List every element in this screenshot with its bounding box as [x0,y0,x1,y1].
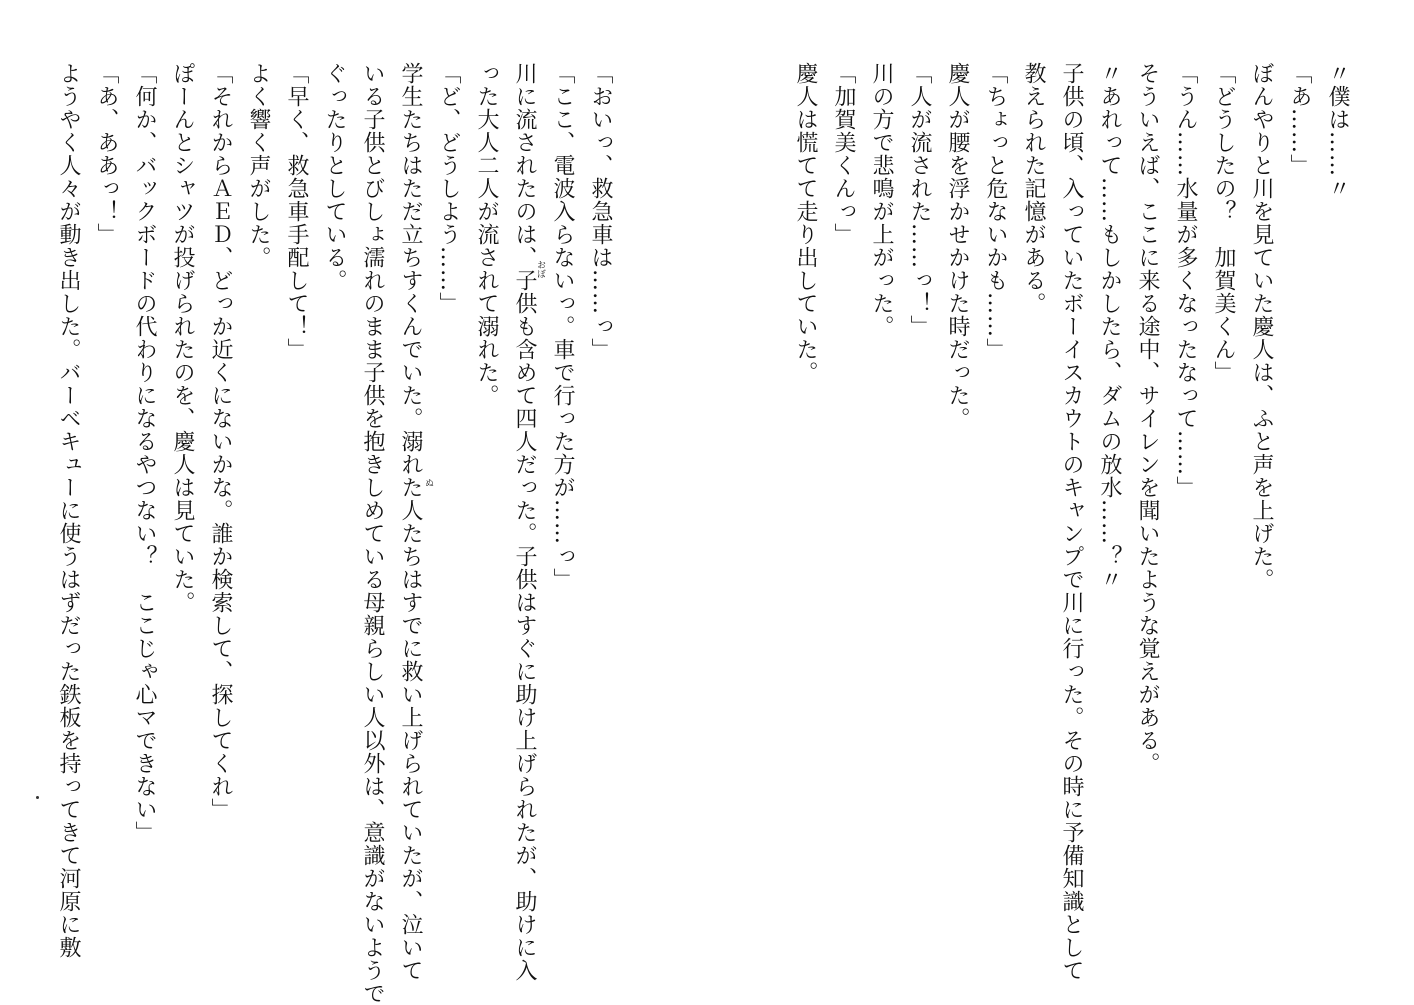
text-line: 〃あれって……もしかしたら、ダムの放水……？〃 [1097,62,1122,591]
text-line: 「あ、ああっ！」 [94,62,119,246]
right-page [707,0,1414,1000]
print-speck [36,796,39,799]
text-line: ぽーんとシャツが投げられたのを、慶人は見ていた。 [170,62,195,614]
text-line: 「早く、救急車手配して！」 [284,62,309,361]
text-line: 川に流されたのは、子供も含めて四人だった。子供はすぐに助け上げられたが、助けに入 [512,62,537,982]
text-line: 「それからＡＥＤ、どっか近くにないかな。誰か検索して、探してくれ」 [208,62,233,821]
text-line: 教えられた記憶がある。 [1021,62,1046,315]
text-line: 子供の頃、入っていたボーイスカウトのキャンプで川に行った。その時に予備知識として [1059,62,1084,982]
text-line: 慶人は慌てて走り出していた。 [793,62,818,384]
text-line: 「うん……水量が多くなったなって……」 [1173,62,1198,499]
ruby-reading-obo: おぼ [535,260,545,278]
text-line: 慶人が腰を浮かせかけた時だった。 [945,62,970,430]
text-line: いる子供とびしょ濡れのまま子供を抱きしめている母親らしい人以外は、意識がないようで [360,62,385,1005]
text-line: 「ど、どうしよう……」 [436,62,461,315]
text-line: 「どうしたの？ 加賀美くん」 [1211,62,1236,384]
text-line: 「ここ、電波入らないっ。車で行った方が……っ」 [550,62,575,591]
text-line: 「加賀美くんっ」 [831,62,856,246]
text-line: 「あ……」 [1287,62,1312,177]
text-line: 「おいっ、救急車は……っ」 [588,62,613,361]
text-line: そういえば、ここに来る途中、サイレンを聞いたような覚えがある。 [1135,62,1160,775]
text-line: ぼんやりと川を見ていた慶人は、ふと声を上げた。 [1249,62,1274,591]
ruby-reading-nu: ぬ [423,478,433,487]
text-line: ようやく人々が動き出した。バーベキューに使うはずだった鉄板を持ってきて河原に敷 [56,62,81,959]
text-line: 川の方で悲鳴が上がった。 [869,62,894,338]
text-line: った大人二人が流されて溺れた。 [474,62,499,407]
text-line: よく響く声がした。 [246,62,271,269]
text-line: 「ちょっと危ないかも……」 [983,62,1008,361]
text-line: 学生たちはただ立ちすくんでいた。溺れた人たちはすでに救い上げられていたが、泣いて [398,62,423,982]
text-line: 「人が流された……っ！」 [907,62,932,338]
text-line: ぐったりとしている。 [322,62,347,292]
text-line: 〃僕は……〃 [1325,62,1350,200]
text-line: 「何か、バックボードの代わりになるやつない？ ここじゃ心マできない」 [132,62,157,844]
